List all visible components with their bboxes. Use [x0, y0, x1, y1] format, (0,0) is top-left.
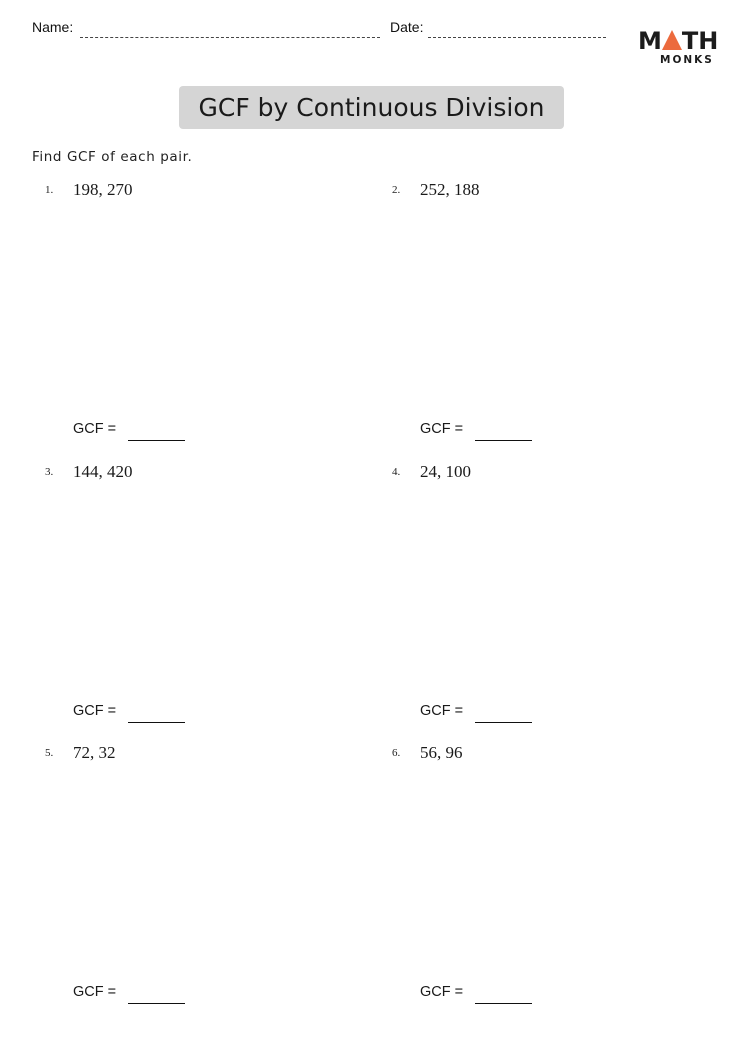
- problem-pair: 24, 100: [420, 462, 471, 481]
- gcf-answer-blank[interactable]: [475, 722, 532, 723]
- gcf-label: GCF =: [420, 703, 464, 719]
- gcf-label: GCF =: [420, 421, 464, 437]
- problem-pair: 144, 420: [73, 462, 133, 481]
- name-label: Name:: [32, 19, 74, 35]
- instructions: Find GCF of each pair.: [32, 149, 193, 165]
- gcf-answer-blank[interactable]: [475, 1003, 532, 1004]
- logo-subtext: MONKS: [660, 54, 714, 66]
- gcf-label: GCF =: [420, 984, 464, 1000]
- date-field: [390, 19, 423, 35]
- name-field: [32, 19, 73, 35]
- gcf-answer-blank[interactable]: [128, 440, 185, 441]
- gcf-label: GCF =: [73, 421, 117, 437]
- problem-item: [45, 180, 375, 460]
- name-blank-line[interactable]: [80, 37, 380, 38]
- gcf-answer-blank[interactable]: [128, 1003, 185, 1004]
- problem-number: 1.: [45, 184, 54, 196]
- problem-item: [392, 180, 722, 460]
- triangle-icon: [662, 30, 682, 50]
- problem-pair: 72, 32: [73, 743, 116, 762]
- problem-item: [392, 462, 722, 742]
- problem-pair: 198, 270: [73, 180, 133, 199]
- logo-wordmark: M TH: [638, 27, 719, 55]
- problem-item: [392, 743, 722, 1023]
- problem-pair: 56, 96: [420, 743, 463, 762]
- gcf-answer-blank[interactable]: [128, 722, 185, 723]
- date-blank-line[interactable]: [428, 37, 606, 38]
- problem-number: 5.: [45, 747, 54, 759]
- gcf-answer-blank[interactable]: [475, 440, 532, 441]
- math-monks-logo: [638, 28, 720, 72]
- problem-item: [45, 743, 375, 1023]
- date-label: Date:: [390, 19, 424, 35]
- problem-pair: 252, 188: [420, 180, 480, 199]
- gcf-label: GCF =: [73, 984, 117, 1000]
- page-title: GCF by Continuous Division: [179, 86, 564, 129]
- problem-number: 2.: [392, 184, 401, 196]
- problem-item: [45, 462, 375, 742]
- problem-number: 3.: [45, 466, 54, 478]
- problem-number: 4.: [392, 466, 401, 478]
- problem-number: 6.: [392, 747, 401, 759]
- gcf-label: GCF =: [73, 703, 117, 719]
